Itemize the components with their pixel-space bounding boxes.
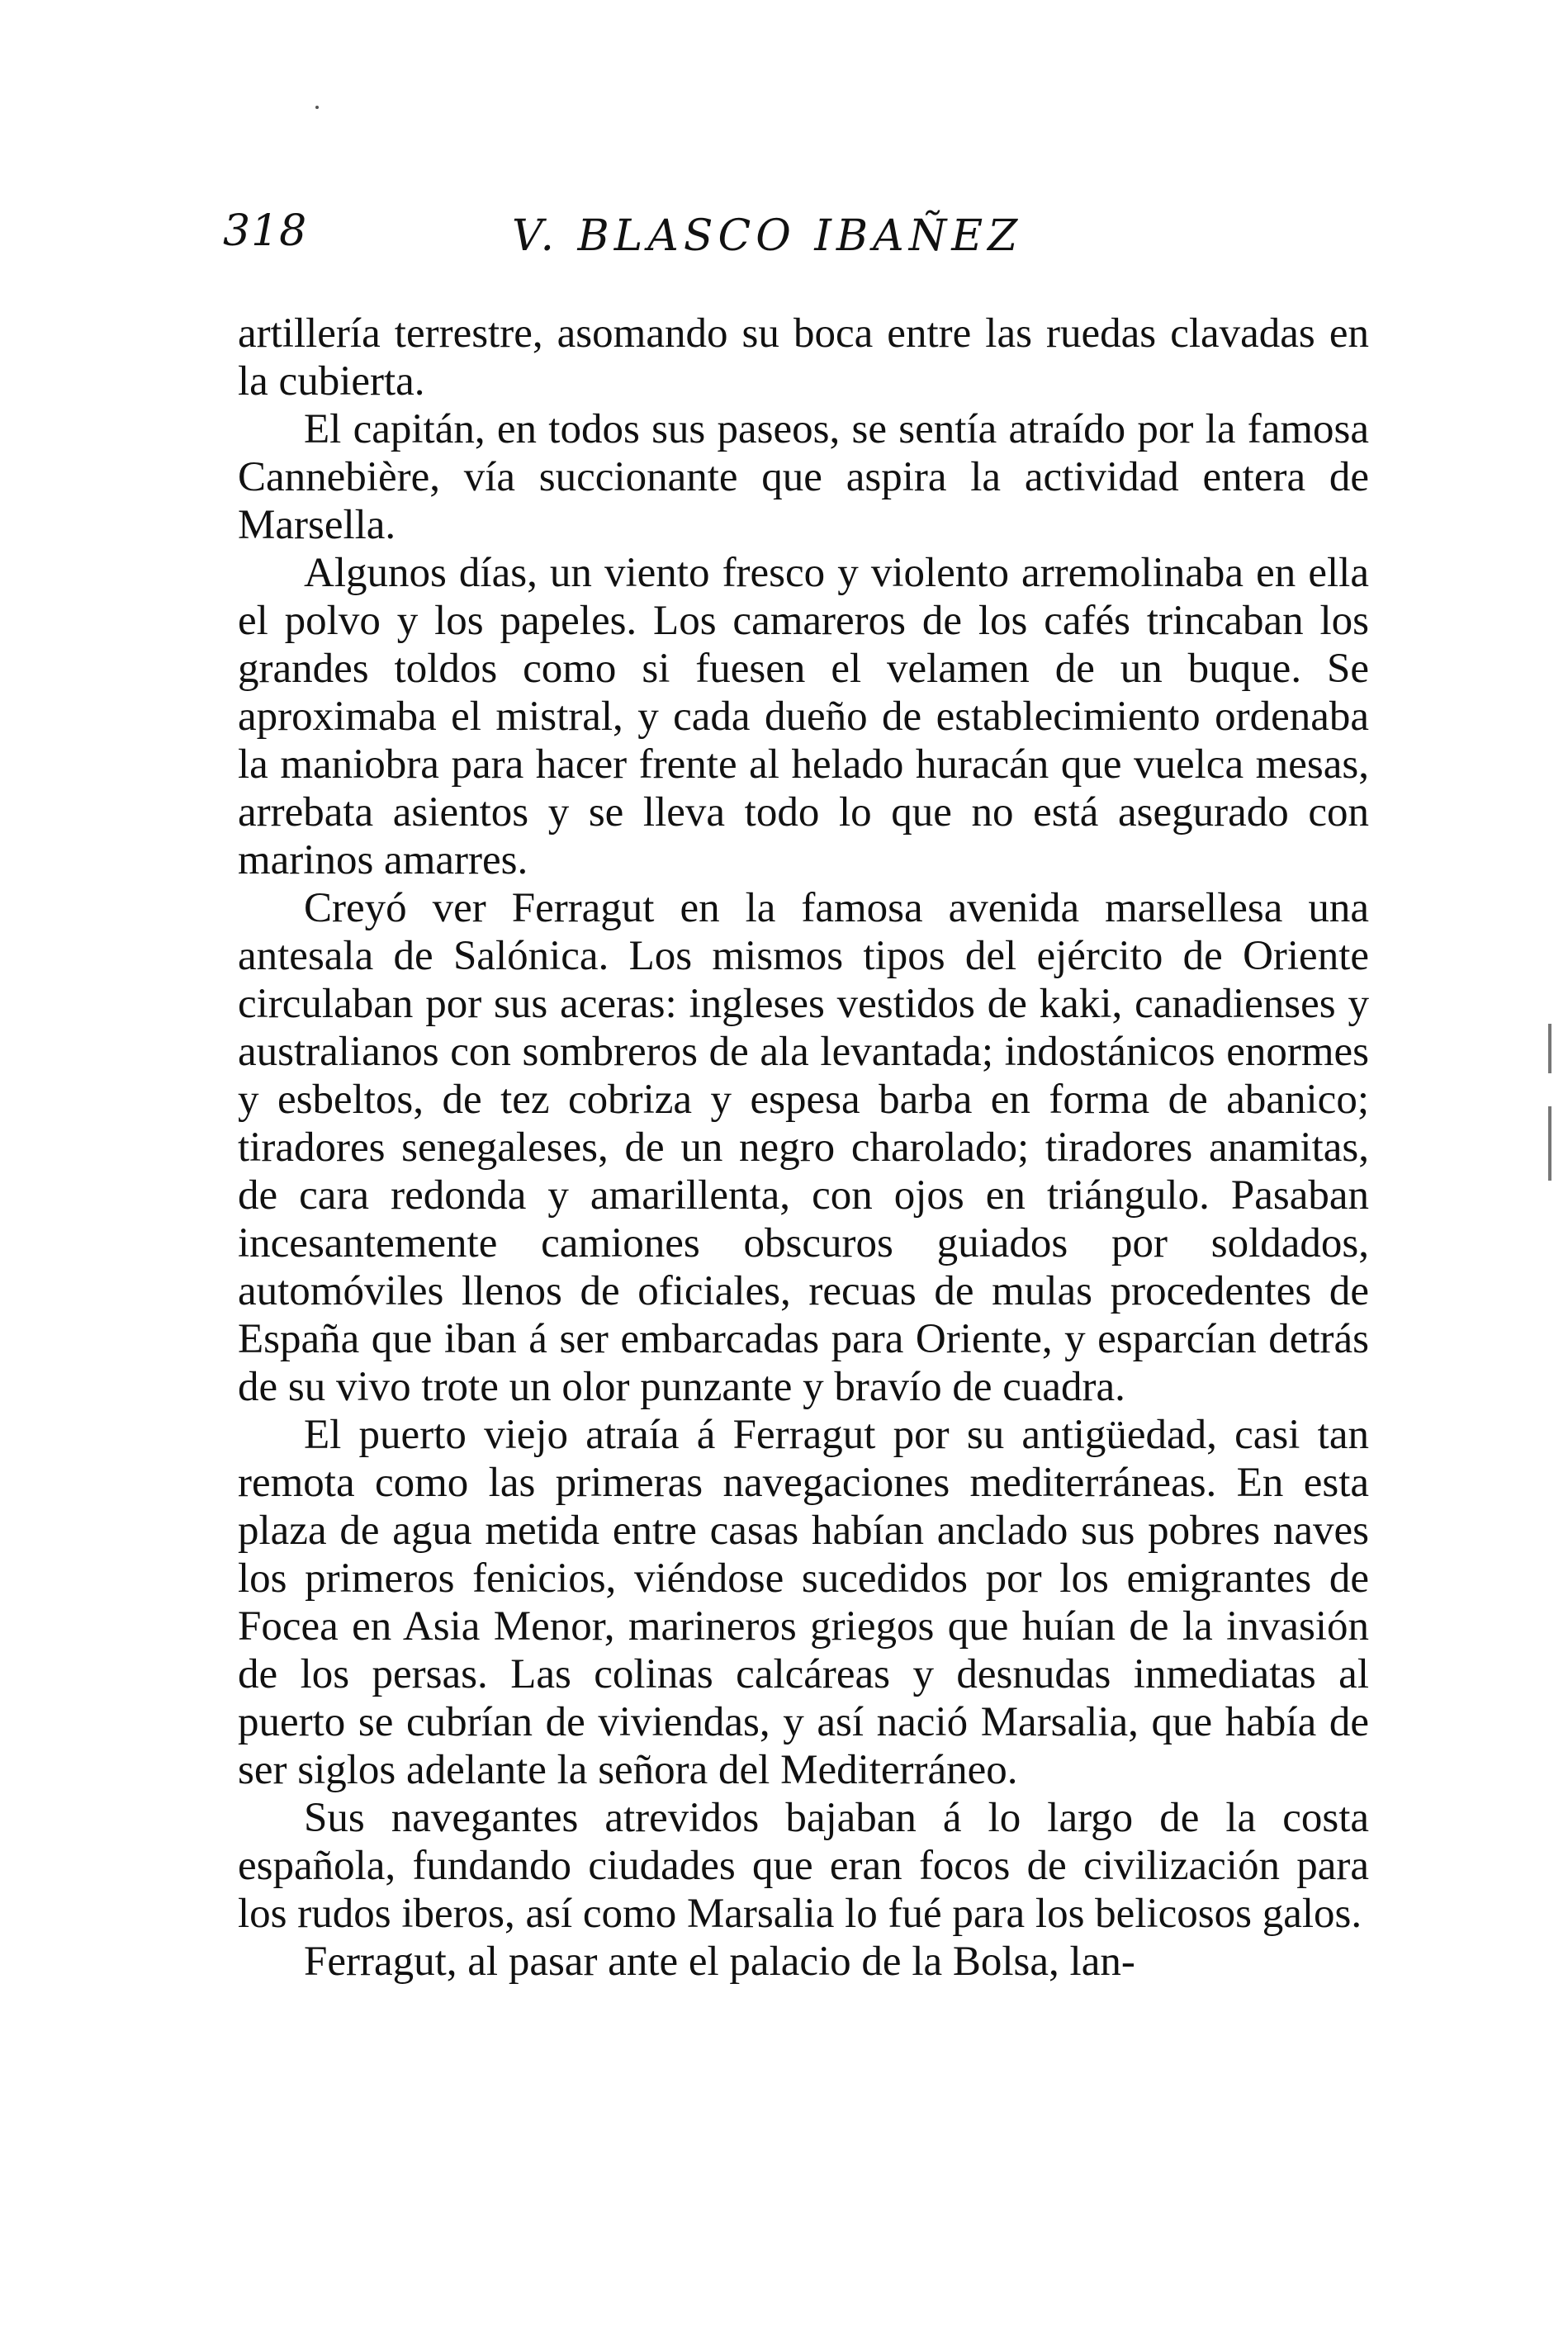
paragraph: El capitán, en todos sus paseos, se sentía atraído por la famosa Cannebière, vía succionante que aspira la actividad entera de Marsella. [238,406,1369,548]
paragraph: El puerto viejo atraía á Ferragut por su antigüedad, casi tan remota como las primeras navegaciones mediterráneas. En esta plaza de agua metida entre casas habían anclado sus pobres naves los primeros fenicios, viéndose sucedidos por los emigrantes de Focea en Asia Menor, marineros griegos que huían de la invasión de los persas. Las colinas calcáreas y desnudas inmediatas al puerto se cubrían de viviendas, y así nació Marsalia, que había de ser siglos adelante la señora del Mediterráneo. [238,1412,1369,1793]
page-number: 318 [223,206,308,256]
paragraph: Creyó ver Ferragut en la famosa avenida marsellesa una antesala de Salónica. Los mismos tipos del ejército de Oriente circulaban por sus aceras: ingleses vestidos de kaki, canadienses y australianos con sombreros de ala levantada; indostánicos enormes y esbeltos, de tez cobriza y espesa barba en forma de abanico; tiradores senegaleses, de un negro charolado; tiradores anamitas, de cara redonda y amarillenta, con ojos en triángulo. Pasaban incesantemente camiones obscuros guiados por soldados, automóviles llenos de oficiales, recuas de mulas procedentes de España que iban á ser embarcadas para Oriente, y esparcían detrás de su vivo trote un olor punzante y bravío de cuadra. [238,885,1369,1410]
scan-edge-mark [1548,1024,1551,1073]
body-text [238,310,1369,1986]
paragraph: Ferragut, al pasar ante el palacio de la Bolsa, lan- [304,1939,1135,1985]
running-head: V. BLASCO IBAÑEZ [512,211,1023,261]
paragraph: artillería terrestre, asomando su boca entre las ruedas clavadas en la cubierta. [238,310,1369,405]
scan-edge-mark [1548,1106,1551,1181]
paragraph: Algunos días, un viento fresco y violento arremolinaba en ella el polvo y los papeles. Los camareros de los cafés trincaban los grandes toldos como si fuesen el velamen de un buque. Se aproximaba el mistral, y cada dueño de establecimiento ordenaba la maniobra para hacer frente al helado huracán que vuelca mesas, arrebata asientos y se lleva todo lo que no está asegurado con marinos amarres. [238,550,1369,883]
paragraph: Sus navegantes atrevidos bajaban á lo largo de la costa española, fundando ciudades que eran focos de civilización para los rudos iberos, así como Marsalia lo fué para los belicosos galos. [238,1795,1369,1937]
scan-speck [315,106,319,109]
page-header [223,206,1395,281]
